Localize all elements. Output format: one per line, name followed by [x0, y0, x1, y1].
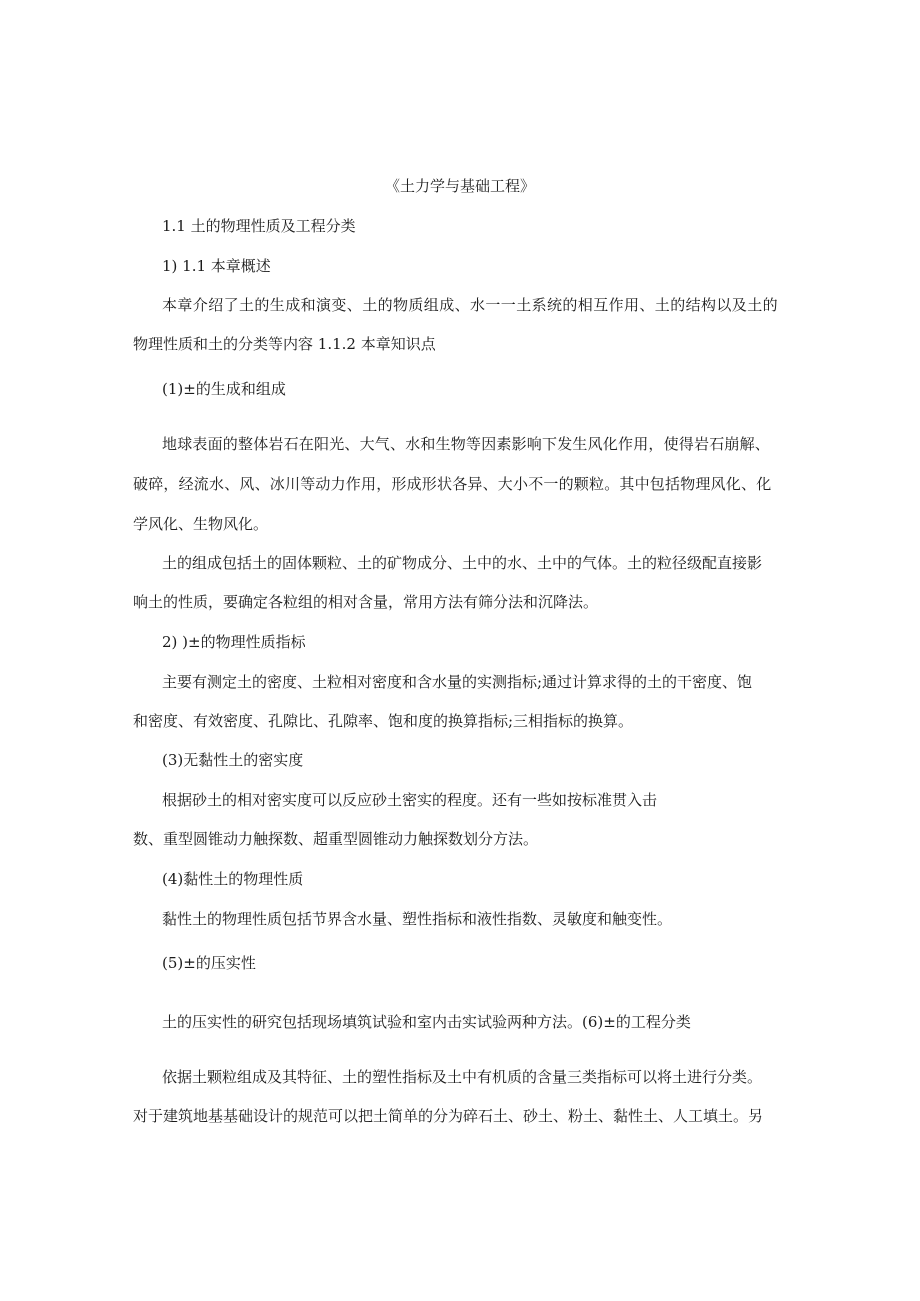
document-title: 《土力学与基础工程》 [384, 177, 535, 195]
subsection-heading: 1) 1.1 本章概述 [162, 257, 271, 275]
section-heading: 1.1 土的物理性质及工程分类 [162, 217, 356, 235]
subheading: (5)±的压实性 [162, 954, 256, 972]
paragraph-line: 本章介绍了土的生成和演变、土的物质组成、水一一土系统的相互作用、土的结构以及土的 [162, 296, 779, 314]
paragraph-line: 土的组成包括土的固体颗粒、土的矿物成分、土中的水、土中的气体。土的粒径级配直接影 [162, 554, 763, 572]
paragraph-line: 破碎，经流水、风、冰川等动力作用，形成形状各异、大小不一的颗粒。其中包括物理风化、化 [133, 475, 772, 493]
subheading: 2) )±的物理性质指标 [162, 633, 306, 651]
subheading: (4)黏性土的物理性质 [162, 870, 304, 888]
paragraph-line: 黏性土的物理性质包括节界含水量、塑性指标和液性指数、灵敏度和触变性。 [162, 910, 673, 928]
paragraph-line: 土的压实性的研究包括现场填筑试验和室内击实试验两种方法。(6)±的工程分类 [162, 1013, 691, 1031]
subheading: (1)±的生成和组成 [162, 380, 286, 398]
paragraph-line: 和密度、有效密度、孔隙比、孔隙率、饱和度的换算指标;三相指标的换算。 [133, 712, 634, 730]
paragraph-line: 响土的性质，要确定各粒组的相对含量，常用方法有筛分法和沉降法。 [133, 593, 599, 611]
paragraph-line: 数、重型圆锥动力触探数、超重型圆锥动力触探数划分方法。 [133, 830, 539, 848]
paragraph-line: 对于建筑地基基础设计的规范可以把土简单的分为碎石土、砂土、粉土、黏性土、人工填土。另 [133, 1107, 764, 1125]
paragraph-line: 根据砂土的相对密实度可以反应砂土密实的程度。还有一些如按标准贯入击 [162, 791, 658, 809]
paragraph-line: 学风化、生物风化。 [133, 515, 269, 533]
paragraph-line: 物理性质和土的分类等内容 1.1.2 本章知识点 [133, 335, 436, 353]
paragraph-line: 地球表面的整体岩石在阳光、大气、水和生物等因素影响下发生风化作用，使得岩石崩解、 [162, 435, 771, 453]
paragraph-line: 依据土颗粒组成及其特征、土的塑性指标及土中有机质的含量三类指标可以将土进行分类。 [162, 1068, 763, 1086]
subheading: (3)无黏性土的密实度 [162, 751, 304, 769]
paragraph-line: 主要有测定土的密度、土粒相对密度和含水量的实测指标;通过计算求得的土的干密度、饱 [162, 673, 753, 691]
